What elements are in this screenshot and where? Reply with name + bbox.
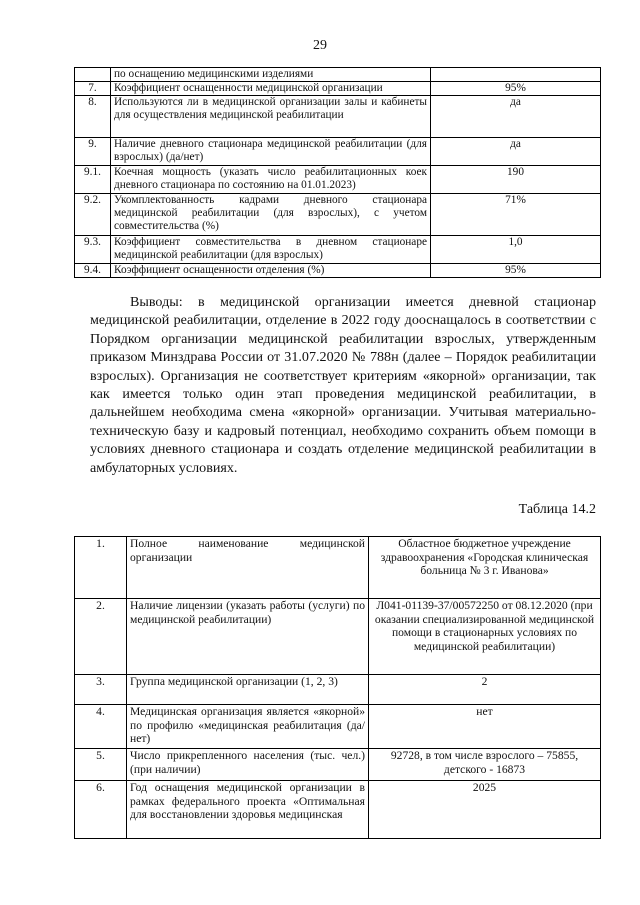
row-number: 8. bbox=[75, 96, 111, 138]
row-label: Год оснащения медицинской организации в рамках федерального проекта «Оптимальная для восстановлении здоровья медицинская bbox=[127, 781, 369, 839]
row-number: 6. bbox=[75, 781, 127, 839]
row-value: да bbox=[431, 96, 601, 138]
table-row bbox=[75, 166, 601, 194]
row-number bbox=[75, 68, 111, 82]
row-label: Коэффициент совместительства в дневном стационаре медицинской реабилитации (для взрослых) bbox=[111, 236, 431, 264]
table-row bbox=[75, 96, 601, 138]
row-number: 9. bbox=[75, 138, 111, 166]
table-row bbox=[75, 537, 601, 599]
row-number: 9.3. bbox=[75, 236, 111, 264]
page-number: 29 bbox=[313, 38, 327, 53]
row-label: Коечная мощность (указать число реабилитационных коек дневного стационара по состоянию на 01.01.2023) bbox=[111, 166, 431, 194]
row-value: 2025 bbox=[369, 781, 601, 839]
row-value: Областное бюджетное учреждение здравоохранения «Городская клиническая больница № 3 г. Иванова» bbox=[369, 537, 601, 599]
table-row bbox=[75, 138, 601, 166]
table-row bbox=[75, 82, 601, 96]
row-value: нет bbox=[369, 705, 601, 749]
row-value: Л041-01139-37/00572250 от 08.12.2020 (при оказании специализированной медицинской помощи в стационарных условиях по медицинской реабилитации) bbox=[369, 599, 601, 675]
row-label: Используются ли в медицинской организации залы и кабинеты для осуществления медицинской реабилитации bbox=[111, 96, 431, 138]
table-row bbox=[75, 749, 601, 781]
organization-table bbox=[74, 536, 601, 839]
row-label: Укомплектованность кадрами дневного стационара медицинской реабилитации (для взрослых), с учетом совместительства (%) bbox=[111, 194, 431, 236]
row-value bbox=[431, 68, 601, 82]
row-label: Наличие лицензии (указать работы (услуги) по медицинской реабилитации) bbox=[127, 599, 369, 675]
row-label: Коэффициент оснащенности отделения (%) bbox=[111, 264, 431, 278]
row-number: 9.4. bbox=[75, 264, 111, 278]
row-value: 2 bbox=[369, 675, 601, 705]
row-label: Наличие дневного стационара медицинской реабилитации (для взрослых) (да/нет) bbox=[111, 138, 431, 166]
row-label: Коэффициент оснащенности медицинской организации bbox=[111, 82, 431, 96]
table-row bbox=[75, 599, 601, 675]
row-value: 190 bbox=[431, 166, 601, 194]
row-number: 7. bbox=[75, 82, 111, 96]
row-value: 71% bbox=[431, 194, 601, 236]
row-value: 1,0 bbox=[431, 236, 601, 264]
row-number: 2. bbox=[75, 599, 127, 675]
row-number: 1. bbox=[75, 537, 127, 599]
row-number: 9.2. bbox=[75, 194, 111, 236]
table-row bbox=[75, 236, 601, 264]
table-caption: Таблица 14.2 bbox=[518, 502, 596, 517]
row-number: 9.1. bbox=[75, 166, 111, 194]
row-value: 95% bbox=[431, 82, 601, 96]
row-label: Число прикрепленного населения (тыс. чел.) (при наличии) bbox=[127, 749, 369, 781]
row-label: Группа медицинской организации (1, 2, 3) bbox=[127, 675, 369, 705]
equipment-table bbox=[74, 67, 601, 278]
row-value: да bbox=[431, 138, 601, 166]
row-value: 92728, в том числе взрослого – 75855, детского - 16873 bbox=[369, 749, 601, 781]
table-row bbox=[75, 675, 601, 705]
table-row bbox=[75, 68, 601, 82]
row-number: 4. bbox=[75, 705, 127, 749]
row-label: по оснащению медицинскими изделиями bbox=[111, 68, 431, 82]
row-number: 3. bbox=[75, 675, 127, 705]
row-label: Полное наименование медицинской организации bbox=[127, 537, 369, 599]
row-value: 95% bbox=[431, 264, 601, 278]
table-row bbox=[75, 194, 601, 236]
table-row bbox=[75, 781, 601, 839]
row-number: 5. bbox=[75, 749, 127, 781]
row-label: Медицинская организация является «якорной» по профилю «медицинская реабилитация (да/нет) bbox=[127, 705, 369, 749]
table-row bbox=[75, 264, 601, 278]
conclusions-paragraph: Выводы: в медицинской организации имеется дневной стационар медицинской реабилитации, отделение в 2022 году дооснащалось в соответствии с Порядком организации медицинской реабилитации взрослых, утвержденным приказом Минздрава России от 31.07.2020 № 788н (далее – Порядок реабилитации взрослых). Организация не соответствует критериям «якорной» организации, так как имеется только один этап проведения медицинской реабилитации, в дальнейшем необходима смена «якорной» организации. Учитывая материально-техническую базу и кадровый потенциал, необходимо сохранить объем помощи в условиях дневного стационара и создать отделение медицинской реабилитации в амбулаторных условиях. bbox=[90, 294, 596, 476]
table-row bbox=[75, 705, 601, 749]
